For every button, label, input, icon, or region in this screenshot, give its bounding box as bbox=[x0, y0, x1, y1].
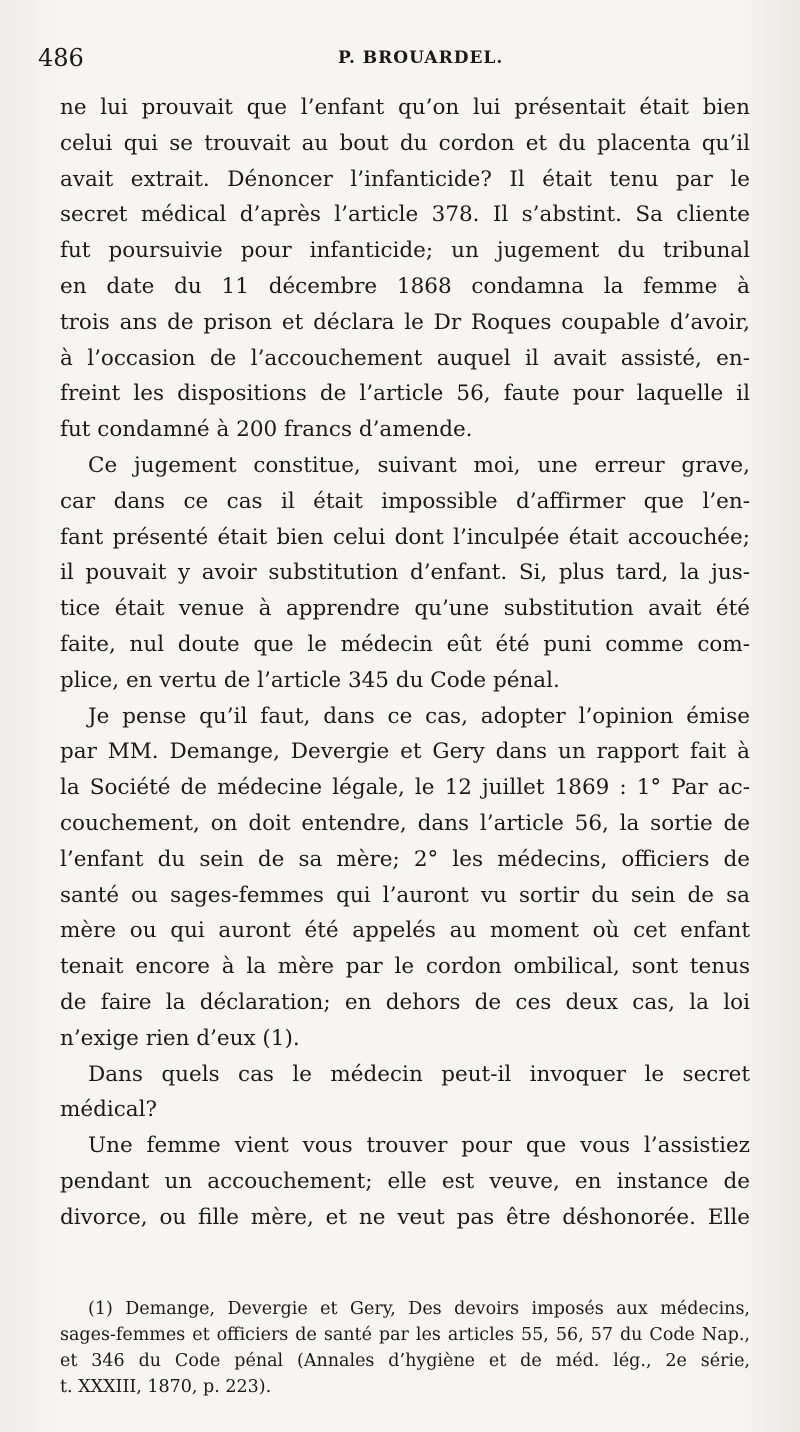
text-line: n’exige rien d’eux (1). bbox=[60, 1025, 300, 1051]
text-line: trois ans de prison et déclara le Dr Roques coupable d’avoir, bbox=[60, 309, 750, 335]
page-number: 486 bbox=[38, 44, 84, 72]
page-header bbox=[38, 40, 738, 80]
text-line: mère ou qui auront été appelés au moment où cet enfant bbox=[60, 918, 750, 944]
text-line: couchement, on doit entendre, dans l’article 56, la sortie de bbox=[60, 810, 750, 836]
text-line: freint les dispositions de l’article 56, faute pour laquelle il bbox=[60, 381, 750, 407]
text-line: de faire la déclaration; en dehors de ces deux cas, la loi bbox=[60, 989, 750, 1015]
text-line: secret médical d’après l’article 378. Il s’abstint. Sa cliente bbox=[60, 202, 750, 228]
text-line: faite, nul doute que le médecin eût été puni comme com- bbox=[60, 631, 750, 657]
footnote-line: et 346 du Code pénal (Annales d’hygiène et de méd. lég., 2e série, bbox=[60, 1351, 750, 1371]
text-line: l’enfant du sein de sa mère; 2° les médecins, officiers de bbox=[60, 846, 750, 872]
footnote-line: (1) Demange, Devergie et Gery, Des devoirs imposés aux médecins, bbox=[88, 1299, 750, 1319]
text-line: fut condamné à 200 francs d’amende. bbox=[60, 417, 473, 443]
text-line: celui qui se trouvait au bout du cordon et du placenta qu’il bbox=[60, 130, 750, 156]
footnote bbox=[60, 1296, 750, 1400]
text-line: tenait encore à la mère par le cordon ombilical, sont tenus bbox=[60, 954, 750, 980]
footnote-line: sages-femmes et officiers de santé par les articles 55, 56, 57 du Code Nap., bbox=[60, 1325, 750, 1345]
text-line: fut poursuivie pour infanticide; un jugement du tribunal bbox=[60, 238, 750, 264]
running-head: P. BROUARDEL. bbox=[338, 48, 504, 68]
text-line: santé ou sages-femmes qui l’auront vu sortir du sein de sa bbox=[60, 882, 750, 908]
text-line: pendant un accouchement; elle est veuve, en instance de bbox=[60, 1168, 750, 1194]
text-line: divorce, ou fille mère, et ne veut pas être déshonorée. Elle bbox=[60, 1204, 750, 1230]
text-line: Dans quels cas le médecin peut-il invoquer le secret bbox=[88, 1061, 750, 1087]
text-line: plice, en vertu de l’article 345 du Code pénal. bbox=[60, 667, 560, 693]
text-line: en date du 11 décembre 1868 condamna la femme à bbox=[60, 273, 750, 299]
text-line: Je pense qu’il faut, dans ce cas, adopter l’opinion émise bbox=[88, 703, 750, 729]
text-line: à l’occasion de l’accouchement auquel il avait assisté, en- bbox=[60, 345, 750, 371]
text-line: Ce jugement constitue, suivant moi, une erreur grave, bbox=[88, 452, 750, 478]
body-text bbox=[60, 90, 750, 1236]
text-line: la Société de médecine légale, le 12 juillet 1869 : 1° Par ac- bbox=[60, 775, 750, 801]
text-line: il pouvait y avoir substitution d’enfant. Si, plus tard, la jus- bbox=[60, 560, 750, 586]
text-line: par MM. Demange, Devergie et Gery dans un rapport fait à bbox=[60, 739, 750, 765]
text-line: tice était venue à apprendre qu’une substitution avait été bbox=[60, 596, 750, 622]
text-line: médical? bbox=[60, 1097, 158, 1123]
text-line: car dans ce cas il était impossible d’affirmer que l’en- bbox=[60, 488, 750, 514]
text-line: ne lui prouvait que l’enfant qu’on lui présentait était bien bbox=[60, 95, 750, 120]
text-line: avait extrait. Dénoncer l’infanticide? Il était tenu par le bbox=[60, 166, 750, 192]
footnote-line: t. XXXIII, 1870, p. 223). bbox=[60, 1377, 272, 1397]
text-line: fant présenté était bien celui dont l’inculpée était accouchée; bbox=[60, 524, 750, 550]
text-line: Une femme vient vous trouver pour que vous l’assistiez bbox=[88, 1133, 750, 1159]
